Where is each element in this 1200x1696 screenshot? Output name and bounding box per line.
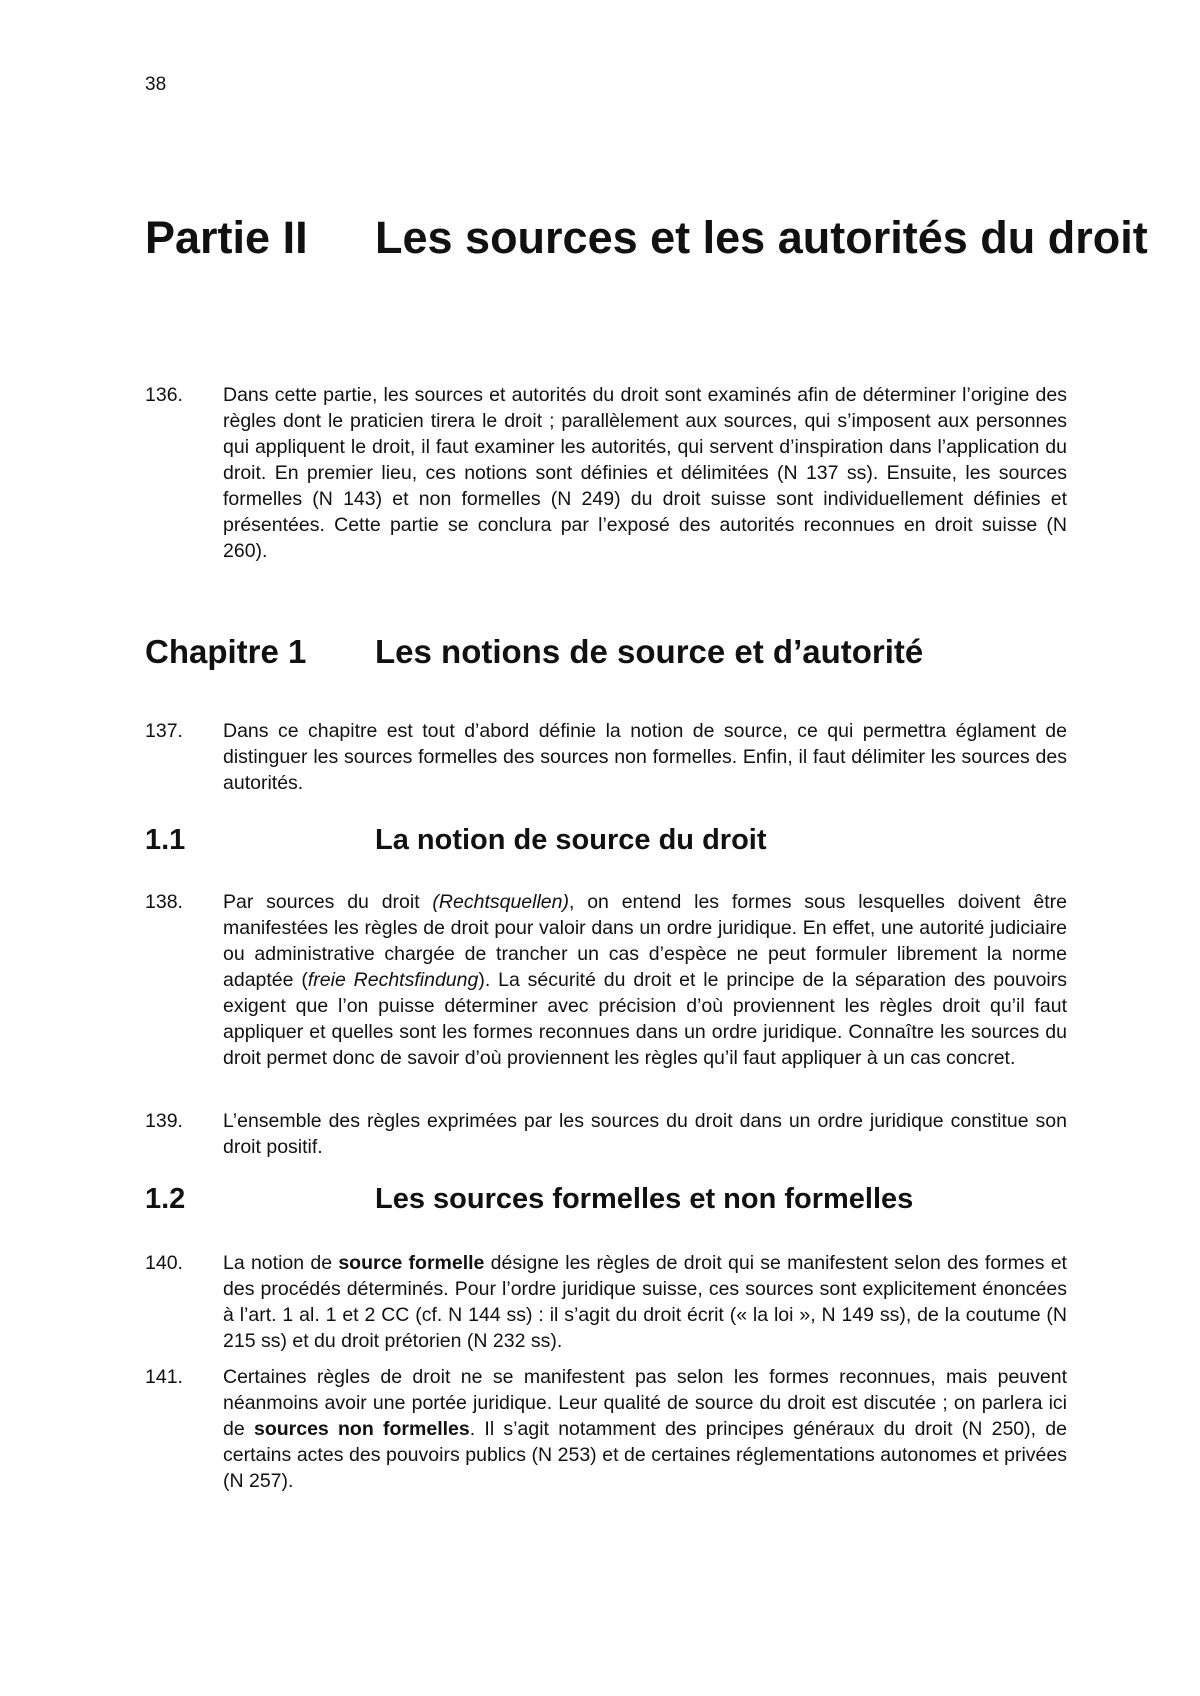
chapter-number: Chapitre 1 bbox=[145, 633, 307, 670]
section-number: 1.1 bbox=[145, 824, 186, 856]
section-title: Les sources formelles et non formelles bbox=[375, 1183, 914, 1215]
paragraph-text: Par sources du droit (Rechtsquellen), on entend les formes sous lesquelles doivent être manifestées les règles de droit pour valoir dans un ordre juridique. En effet, une autorité judiciaire ou administrative chargée de trancher un cas d’espèce ne peut formuler librement la norme adaptée (freie Rechtsfindung). La sécurité du droit et le principe de la séparation des pouvoirs exigent que l’on puisse déterminer avec précision d’où proviennent les règles droit qu’il faut appliquer et quelles sont les formes reconnues dans un ordre juridique. Connaître les sources du droit permet donc de savoir d’où proviennent les règles qu’il faut appliquer à un cas concret. bbox=[223, 891, 1067, 1069]
term-sources-non-formelles: sources non formelles bbox=[253, 1418, 470, 1440]
term-freie-rechtsfindung: freie Rechtsfindung bbox=[307, 969, 479, 991]
paragraph-number: 137. bbox=[145, 720, 183, 742]
paragraph-number: 136. bbox=[145, 384, 183, 406]
section-number: 1.2 bbox=[145, 1183, 186, 1215]
term-rechtsquellen: (Rechtsquellen) bbox=[432, 891, 569, 913]
paragraph-number: 141. bbox=[145, 1366, 183, 1388]
paragraph-140 bbox=[145, 1250, 1067, 1354]
paragraph-text: Dans ce chapitre est tout d’abord définie la notion de source, ce qui permettra églament de distinguer les sources formelles des sources non formelles. Enfin, il faut délimiter les sources des autorités. bbox=[223, 720, 1067, 794]
part-title: Les sources et les autorités du droit bbox=[375, 212, 1148, 263]
paragraph-number: 140. bbox=[145, 1252, 183, 1274]
paragraph-136 bbox=[145, 382, 1067, 564]
paragraph-number: 138. bbox=[145, 891, 183, 913]
term-source-formelle: source formelle bbox=[338, 1252, 485, 1274]
part-label: Partie II bbox=[145, 212, 308, 263]
paragraph-text: La notion de source formelle désigne les règles de droit qui se manifestent selon des formes et des procédés déterminés. Pour l’ordre juridique suisse, ces sources sont explicitement énoncées à l’art. 1 al. 1 et 2 CC (cf. N 144 ss) : il s’agit du droit écrit (« la loi », N 149 ss), de la coutume (N 215 ss) et du droit prétorien (N 232 ss). bbox=[223, 1252, 1067, 1352]
paragraph-137 bbox=[145, 718, 1067, 796]
page-number: 38 bbox=[145, 74, 167, 95]
paragraph-text: Certaines règles de droit ne se manifestent pas selon les formes reconnues, mais peuvent néanmoins avoir une portée juridique. Leur qualité de source du droit est discutée ; on parlera ici de sources non formelles. Il s’agit notamment des principes généraux du droit (N 250), de certains actes des pouvoirs publics (N 253) et de certaines réglementations autonomes et privées (N 257). bbox=[223, 1366, 1067, 1492]
paragraph-number: 139. bbox=[145, 1110, 183, 1132]
paragraph-138 bbox=[145, 889, 1067, 1071]
section-title: La notion de source du droit bbox=[375, 824, 767, 856]
paragraph-text: Dans cette partie, les sources et autorités du droit sont examinés afin de déterminer l’origine des règles dont le praticien tirera le droit ; parallèlement aux sources, qui s’imposent aux personnes qui appliquent le droit, il faut examiner les autorités, qui servent d’inspiration dans l’application du droit. En premier lieu, ces notions sont définies et délimitées (N 137 ss). Ensuite, les sources formelles (N 143) et non formelles (N 249) du droit suisse sont individuellement définies et présentées. Cette partie se conclura par l’exposé des autorités reconnues en droit suisse (N 260). bbox=[223, 384, 1067, 562]
chapter-title: Les notions de source et d’autorité bbox=[375, 633, 924, 670]
paragraph-text: L’ensemble des règles exprimées par les sources du droit dans un ordre juridique constitue son droit positif. bbox=[223, 1110, 1067, 1158]
paragraph-141 bbox=[145, 1364, 1067, 1494]
paragraph-139 bbox=[145, 1108, 1067, 1160]
